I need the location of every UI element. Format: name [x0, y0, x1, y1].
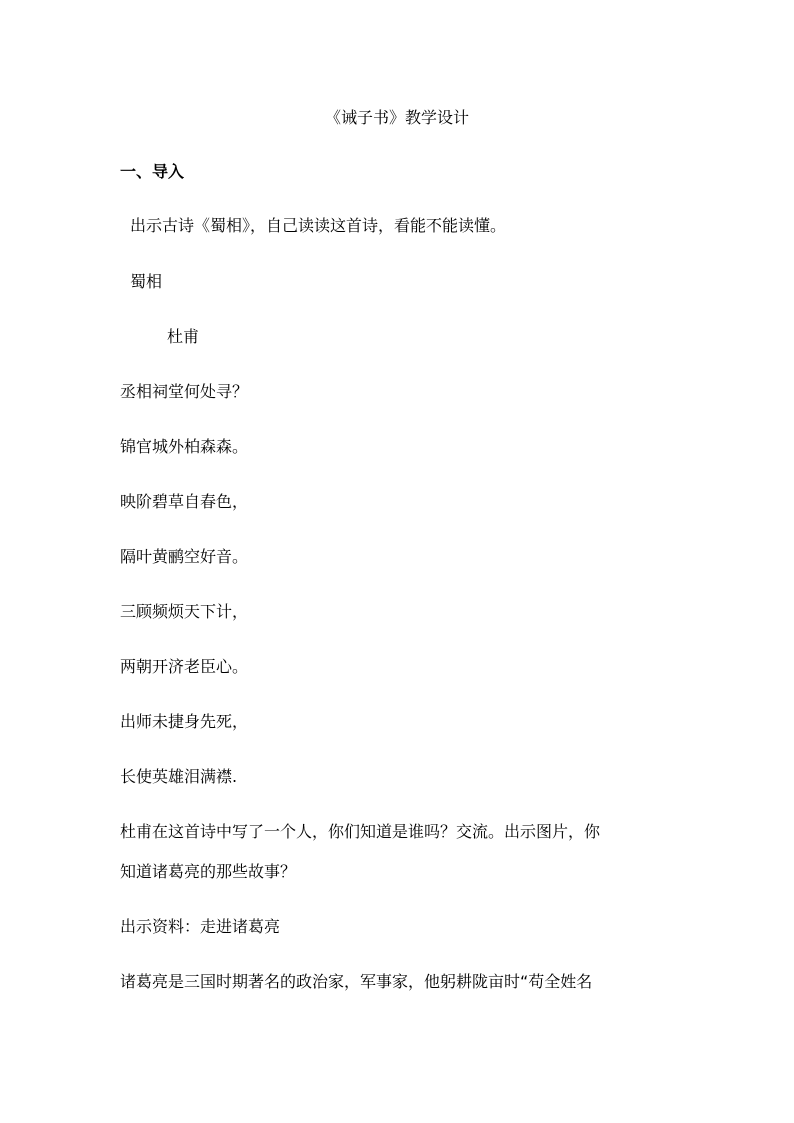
material-paragraph: 诸葛亮是三国时期著名的政治家，军事家，他躬耕陇亩时“苟全姓名: [120, 972, 593, 991]
poem-line: 三顾频烦天下计，: [120, 602, 249, 621]
question-paragraph-line-2: 知道诸葛亮的那些故事？: [120, 862, 297, 881]
poem-line: 长使英雄泪满襟.: [120, 767, 238, 786]
material-label: 出示资料：走进诸葛亮: [120, 917, 281, 936]
section-heading: 一、导入: [120, 162, 185, 181]
poem-author: 杜甫: [167, 327, 200, 346]
poem-line: 两朝开济老臣心。: [120, 657, 249, 676]
poem-line: 隔叶黄鹂空好音。: [120, 547, 249, 566]
poem-line: 丞相祠堂何处寻？: [120, 382, 249, 401]
poem-line: 出师未捷身先死，: [120, 712, 249, 731]
question-paragraph-line-1: 杜甫在这首诗中写了一个人，你们知道是谁吗？交流。出示图片，你: [120, 822, 601, 841]
poem-title: 蜀相: [130, 272, 163, 291]
intro-paragraph: 出示古诗《蜀相》，自己读读这首诗，看能不能读懂。: [130, 216, 507, 235]
poem-line: 映阶碧草自春色，: [120, 492, 249, 511]
poem-line: 锦官城外柏森森。: [120, 437, 249, 456]
document-title: 《诫子书》教学设计: [324, 108, 469, 127]
